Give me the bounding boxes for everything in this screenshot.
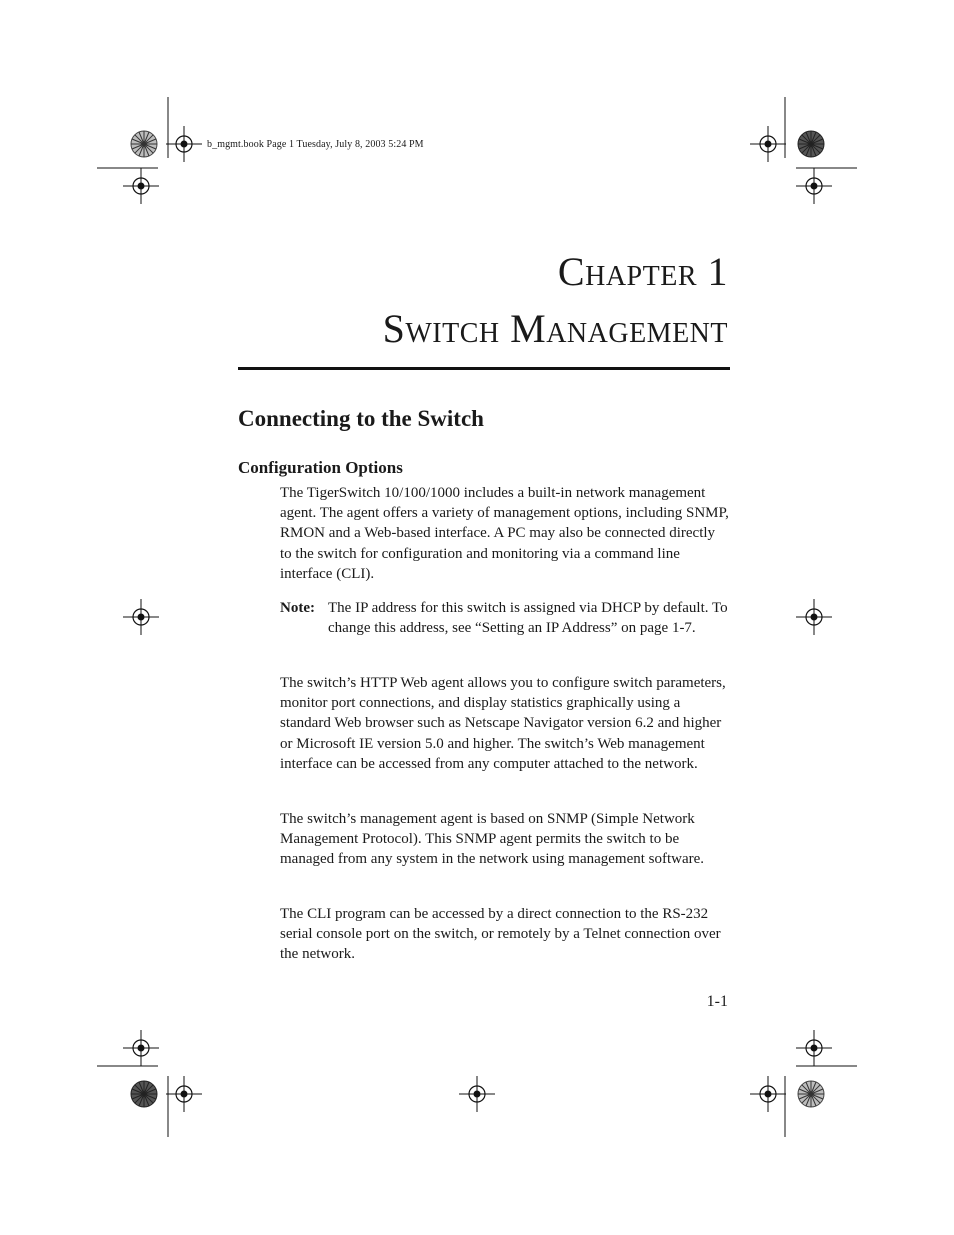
registration-mark-icon [123, 1030, 159, 1066]
registration-mark-icon [123, 599, 159, 635]
chapter-rule [238, 367, 730, 370]
registration-mark-icon [796, 599, 832, 635]
registration-mark-icon [123, 168, 159, 204]
paragraph-cli: The CLI program can be accessed by a direct connection to the RS-232 serial console port on the switch, or remotely by a Telnet connection over the network. [280, 906, 721, 963]
registration-mark-icon [459, 1076, 495, 1112]
registration-mark-icon [750, 126, 786, 162]
note-text: The IP address for this switch is assigned via DHCP by default. To change this address, see “Setting an IP Address” on page 1-7. [328, 600, 728, 637]
registration-mark-icon [796, 168, 832, 204]
page-number: 1-1 [706, 993, 728, 1010]
registration-mark-icon [750, 1076, 786, 1112]
chapter-label: Chapter 1 [557, 249, 728, 294]
paragraph-intro: The TigerSwitch 10/100/1000 includes a built-in network management agent. The agent offers a variety of management options, including SNMP, RMON and a Web-based interface. A PC may also be connected directly to the switch for configuration and monitoring via a command line interface (CLI). [280, 485, 729, 582]
paragraph-snmp: The switch’s management agent is based on SNMP (Simple Network Management Protocol). This SNMP agent permits the switch to be managed from any system in the network using management software. [280, 811, 705, 868]
starburst-target-icon [130, 130, 158, 158]
starburst-target-icon [797, 1080, 825, 1108]
chapter-title: Switch Management [382, 306, 728, 351]
paragraph-web-agent: The switch’s HTTP Web agent allows you to configure switch parameters, monitor port connections, and display statistics graphically using a standard Web browser such as Netscape Navigator version 6.2 and higher or Microsoft IE version 5.0 and higher. The switch’s Web management interface can be accessed from any computer attached to the network. [280, 675, 726, 772]
note-label: Note: [280, 600, 315, 616]
subsection-heading: Configuration Options [238, 458, 403, 477]
registration-mark-icon [796, 1030, 832, 1066]
section-heading: Connecting to the Switch [238, 406, 484, 431]
starburst-target-icon [797, 130, 825, 158]
header-file-info: b_mgmt.book Page 1 Tuesday, July 8, 2003 5:24 PM [207, 139, 424, 150]
starburst-target-icon [130, 1080, 158, 1108]
registration-mark-icon [166, 1076, 202, 1112]
registration-mark-icon [166, 126, 202, 162]
